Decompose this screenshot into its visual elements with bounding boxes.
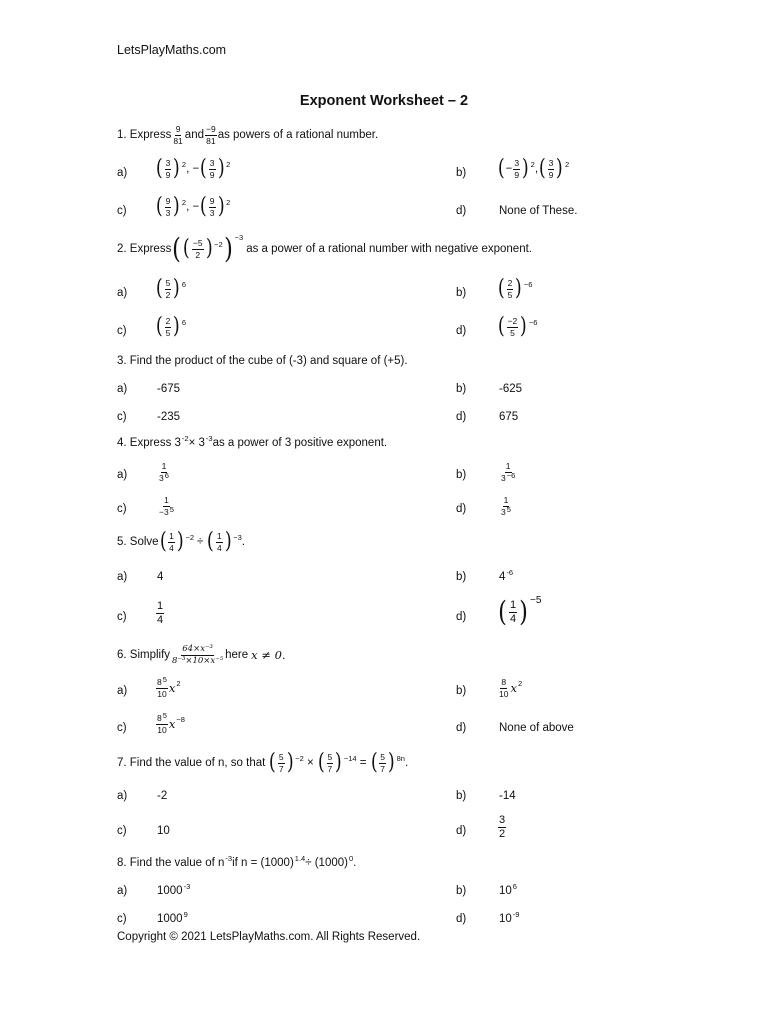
option-1c: ( $\frac{9}{3}$ ) 2 , − ( $\frac{9}{3}$ ) 2: [155, 194, 231, 219]
option-label: b): [456, 287, 467, 299]
option-4d: $\frac{1}{35}$: [501, 495, 511, 517]
option-label: c): [117, 411, 127, 423]
option-label: a): [117, 287, 128, 299]
option-label: a): [117, 383, 128, 395]
option-label: c): [117, 722, 127, 734]
question-5: 5. Solve ( $\frac{1}{4}$ ) −2 ÷ ( $\frac{1}{4}$ ) −3 .: [117, 529, 246, 554]
option-label: b): [456, 790, 467, 802]
option-3b: -625: [499, 383, 523, 395]
option-5a: 4: [157, 571, 164, 583]
option-label: b): [456, 885, 467, 897]
option-label: a): [117, 167, 128, 179]
option-label: b): [456, 383, 467, 395]
option-8a: 1000 -3: [157, 881, 191, 897]
option-label: d): [456, 205, 467, 217]
option-label: c): [117, 503, 127, 515]
option-6a: $\frac{85}{10}$ x 2: [157, 675, 181, 699]
option-label: b): [456, 167, 467, 179]
option-4a: $\frac{1}{36}$: [159, 461, 169, 483]
option-1b: ( − $\frac{3}{9}$ ) 2 , ( $\frac{3}{9}$ ) 2: [497, 156, 570, 181]
option-label: b): [456, 469, 467, 481]
option-7b: -14: [499, 790, 516, 802]
option-8c: 1000 9: [157, 909, 188, 925]
option-2d: ( $\frac{-2}{5}$ ) −6: [497, 314, 538, 339]
option-label: b): [456, 571, 467, 583]
option-label: d): [456, 825, 467, 837]
option-7a: -2: [157, 790, 168, 802]
option-1d: None of These.: [499, 205, 578, 217]
option-label: a): [117, 885, 128, 897]
question-2: 2. Express ( ( $\frac{-5}{2}$ ) −2 ) −3 as a power of a rational number with negative exponent.: [117, 232, 532, 265]
option-label: a): [117, 685, 128, 697]
option-6c: $\frac{85}{10}$ x −8: [157, 711, 185, 735]
option-label: d): [456, 503, 467, 515]
question-4: 4. Express 3 -2 × 3 -3 as a power of 3 positive exponent.: [117, 433, 388, 449]
option-label: d): [456, 411, 467, 423]
option-6d: None of above: [499, 722, 574, 734]
option-label: d): [456, 611, 467, 623]
option-label: c): [117, 611, 127, 623]
option-2a: ( $\frac{5}{2}$ ) 6: [155, 276, 187, 301]
option-6b: $\frac{8}{10}$ x 2: [499, 677, 523, 699]
option-7d: $\frac{3}{2}$: [499, 814, 506, 840]
option-2b: ( $\frac{2}{5}$ ) −6: [497, 276, 533, 301]
option-8d: 10 -9: [499, 909, 520, 925]
option-label: d): [456, 722, 467, 734]
option-7c: 10: [157, 825, 170, 837]
question-8: 8. Find the value of n -3 if n = (1000) 1.4 ÷ (1000) 0 .: [117, 853, 357, 869]
option-3c: -235: [157, 411, 181, 423]
option-4b: $\frac{1}{3-6}$: [501, 461, 516, 483]
copyright-footer: Copyright © 2021 LetsPlayMaths.com. All Rights Reserved.: [117, 931, 421, 943]
option-1a: ( $\frac{3}{9}$ ) 2 , − ( $\frac{3}{9}$ ) 2: [155, 156, 231, 181]
option-3d: 675: [499, 411, 519, 423]
fraction: $\frac{-9}{81}$: [205, 124, 216, 146]
option-3a: -675: [157, 383, 181, 395]
option-label: d): [456, 913, 467, 925]
option-8b: 10 6: [499, 881, 517, 897]
option-5c: $\frac{1}{4}$: [157, 600, 164, 626]
option-4c: $\frac{1}{-35}$: [159, 495, 174, 517]
question-1: 1. Express $\frac{9}{81}$ and $\frac{-9}{81}$ as powers of a rational number.: [117, 124, 379, 146]
option-label: c): [117, 825, 127, 837]
fraction: $\frac{9}{81}$: [173, 124, 183, 146]
site-name: LetsPlayMaths.com: [117, 43, 227, 57]
option-label: c): [117, 913, 127, 925]
option-5b: 4 -6: [499, 567, 514, 583]
question-6: 6. Simplify $\frac{\text{64×x⁻³}}{\text{8⁻³×10×x⁻⁵}}$ here x ≠ 0.: [117, 644, 286, 666]
option-label: a): [117, 790, 128, 802]
option-label: d): [456, 325, 467, 337]
option-label: b): [456, 685, 467, 697]
question-7: 7. Find the value of n, so that ( $\frac{5}{7}$ ) −2 × ( $\frac{5}{7}$ ) −14 = ( $\frac{5}{7}$ ) 8n .: [117, 750, 409, 775]
worksheet-title: Exponent Worksheet – 2: [299, 93, 469, 109]
option-2c: ( $\frac{2}{5}$ ) 6: [155, 314, 187, 339]
option-5d: ( $\frac{1}{4}$ ) −5: [498, 594, 542, 628]
option-label: a): [117, 469, 128, 481]
option-label: c): [117, 325, 127, 337]
option-label: a): [117, 571, 128, 583]
option-label: c): [117, 205, 127, 217]
question-3: 3. Find the product of the cube of (-3) and square of (+5).: [117, 355, 408, 367]
